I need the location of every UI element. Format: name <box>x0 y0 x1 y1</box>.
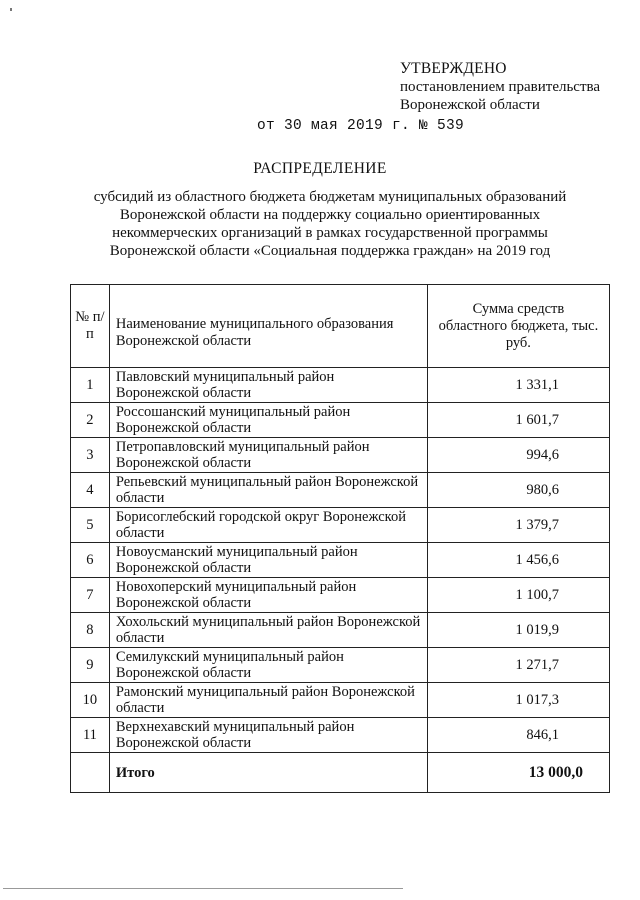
row-num: 7 <box>71 578 110 613</box>
approval-title: УТВЕРЖДЕНО <box>400 60 507 77</box>
row-name: Новохоперский муниципальный район Воронежской области <box>109 578 427 613</box>
document-subtitle <box>60 188 600 260</box>
row-num: 5 <box>71 508 110 543</box>
row-num: 11 <box>71 718 110 753</box>
document-title: РАСПРЕДЕЛЕНИЕ <box>253 160 387 177</box>
subtitle-line: некоммерческих организаций в рамках государственной программы <box>112 225 548 241</box>
distribution-table <box>70 284 610 793</box>
scan-speck <box>10 8 12 11</box>
row-num: 10 <box>71 683 110 718</box>
row-num: 3 <box>71 438 110 473</box>
row-name: Репьевский муниципальный район Воронежской области <box>109 473 427 508</box>
total-label: Итого <box>109 753 427 793</box>
row-num: 9 <box>71 648 110 683</box>
row-name: Петропавловский муниципальный район Воронежской области <box>109 438 427 473</box>
approval-line-1: постановлением правительства <box>400 79 601 95</box>
row-name: Верхнехавский муниципальный район Воронежской области <box>109 718 427 753</box>
footer-divider <box>3 888 403 889</box>
row-sum: 1 019,9 <box>427 613 609 648</box>
row-num: 1 <box>71 368 110 403</box>
row-sum: 1 100,7 <box>427 578 609 613</box>
table-row <box>71 543 610 578</box>
table-row <box>71 578 610 613</box>
row-num: 4 <box>71 473 110 508</box>
row-sum: 980,6 <box>427 473 609 508</box>
total-num-cell <box>71 753 110 793</box>
table-row <box>71 473 610 508</box>
table-row <box>71 648 610 683</box>
row-sum: 1 456,6 <box>427 543 609 578</box>
row-sum: 1 601,7 <box>427 403 609 438</box>
header-name: Наименование муниципального образования Воронежской области <box>109 285 427 368</box>
table-row <box>71 683 610 718</box>
row-num: 8 <box>71 613 110 648</box>
row-name: Хохольский муниципальный район Воронежской области <box>109 613 427 648</box>
subtitle-line: Воронежской области «Социальная поддержка граждан» на 2019 год <box>109 243 551 259</box>
row-name: Рамонский муниципальный район Воронежской области <box>109 683 427 718</box>
row-sum: 994,6 <box>427 438 609 473</box>
row-sum: 1 271,7 <box>427 648 609 683</box>
row-num: 2 <box>71 403 110 438</box>
row-num: 6 <box>71 543 110 578</box>
table-total-row <box>71 753 610 793</box>
row-name: Россошанский муниципальный район Воронежской области <box>109 403 427 438</box>
table-header-row <box>71 285 610 368</box>
decree-date: от 30 мая 2019 г. № 539 <box>257 118 465 134</box>
table-row <box>71 368 610 403</box>
header-sum: Сумма средств областного бюджета, тыс. руб. <box>427 285 609 368</box>
subtitle-line: субсидий из областного бюджета бюджетам муниципальных образований <box>93 189 567 205</box>
row-name: Семилукский муниципальный район Воронежской области <box>109 648 427 683</box>
row-sum: 1 017,3 <box>427 683 609 718</box>
row-sum: 846,1 <box>427 718 609 753</box>
total-sum: 13 000,0 <box>427 753 609 793</box>
row-name: Павловский муниципальный район Воронежской области <box>109 368 427 403</box>
subtitle-line: Воронежской области на поддержку социально ориентированных <box>119 207 541 223</box>
table-row <box>71 718 610 753</box>
table-row <box>71 508 610 543</box>
approval-block <box>400 60 600 114</box>
row-sum: 1 331,1 <box>427 368 609 403</box>
header-num: № п/п <box>71 285 110 368</box>
table-row <box>71 403 610 438</box>
row-name: Борисоглебский городской округ Воронежской области <box>109 508 427 543</box>
table-row <box>71 613 610 648</box>
row-sum: 1 379,7 <box>427 508 609 543</box>
table-row <box>71 438 610 473</box>
row-name: Новоусманский муниципальный район Воронежской области <box>109 543 427 578</box>
approval-line-2: Воронежской области <box>400 97 540 113</box>
